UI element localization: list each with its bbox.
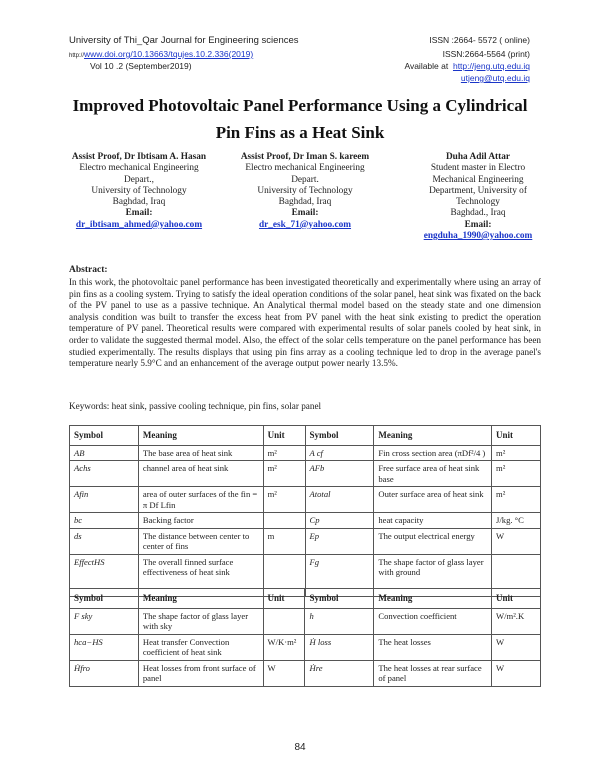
column-header: Symbol bbox=[70, 426, 139, 446]
table-header-row bbox=[70, 589, 541, 609]
table-cell: m bbox=[263, 528, 305, 554]
author-email-link[interactable]: dr_ibtisam_ahmed@yahoo.com bbox=[75, 219, 203, 230]
author-affiliation: Baghdad, Iraq bbox=[112, 197, 166, 208]
author-1 bbox=[69, 152, 209, 231]
table-cell: The heat losses at rear surface of panel bbox=[374, 660, 492, 686]
table-cell: W/m².K bbox=[492, 608, 541, 634]
page-number: 84 bbox=[294, 742, 306, 753]
table-cell: Heat transfer Convection coefficient of heat sink bbox=[138, 634, 263, 660]
column-header: Symbol bbox=[305, 426, 374, 446]
table-cell: Ep bbox=[305, 528, 374, 554]
table-cell: W bbox=[492, 660, 541, 686]
issn-online: ISSN :2664- 5572 ( online) bbox=[429, 35, 530, 45]
abstract-heading: Abstract: bbox=[69, 265, 108, 275]
author-affiliation: Baghdad, Iraq bbox=[278, 197, 332, 208]
column-header: Meaning bbox=[138, 426, 263, 446]
table-cell: The overall finned surface effectiveness of heat sink bbox=[138, 554, 263, 596]
author-name: Assist Proof, Dr Ibtisam A. Hasan bbox=[71, 152, 207, 162]
author-affiliation: Electro mechanical Engineering Depart. bbox=[245, 163, 365, 185]
table-cell: The output electrical energy bbox=[374, 528, 492, 554]
email-label: Email: bbox=[464, 219, 492, 230]
table-cell: Outer surface area of heat sink bbox=[374, 487, 492, 513]
table-cell: The shape factor of glass layer with ground bbox=[374, 554, 492, 596]
author-2 bbox=[240, 152, 370, 231]
table-cell bbox=[263, 513, 305, 529]
table-cell: ds bbox=[70, 528, 139, 554]
table-cell: Ḣre bbox=[305, 660, 374, 686]
table-cell: EffectHS bbox=[70, 554, 139, 596]
author-affiliation: University of Technology bbox=[91, 185, 187, 196]
column-header: Unit bbox=[263, 426, 305, 446]
column-header: Unit bbox=[492, 589, 541, 609]
table-cell: The heat losses bbox=[374, 634, 492, 660]
table-cell: AB bbox=[70, 445, 139, 461]
column-header: Unit bbox=[492, 426, 541, 446]
table-row bbox=[70, 528, 541, 554]
table-row bbox=[70, 660, 541, 686]
journal-email-link[interactable]: utjeng@utq.edu.iq bbox=[460, 73, 530, 83]
column-header: Meaning bbox=[138, 589, 263, 609]
table-cell: m² bbox=[492, 487, 541, 513]
table-cell: Fin cross section area (πDf²/4 ) bbox=[374, 445, 492, 461]
table-cell bbox=[263, 608, 305, 634]
abstract-text: In this work, the photovoltaic panel performance has been investigated theoretically and experimentally where using an array of pin fins as a cooling system. Trying to satisfy the ideal operation conditions of the solar panel, heat sink was fixated on the back of the PV panel to use as a passive technique. An Analytical thermal model based on the steady state and one dimension analysis condition was built to transfer the excess heat from PV panel with the heat sink existing to predict the operation temperature of PV panel. Theoretical results were compared with experimental results of solar panels cooled by heat sink, in order to validate the suggested thermal model. Also, the effect of the solar cells temperature on the panel performance has been studied experimentally. The results displays that using pin fins array as a cooling technique led to drop in the average panel's temperature nearly 5.9°C and an enhancement of the average output power nearly 13.5%. bbox=[69, 277, 541, 369]
table-cell: Free surface area of heat sink base bbox=[374, 461, 492, 487]
table-row bbox=[70, 487, 541, 513]
table-cell: AFb bbox=[305, 461, 374, 487]
doi-prefix: http:// bbox=[69, 53, 85, 59]
column-header: Symbol bbox=[305, 589, 374, 609]
author-affiliation: Student master in Electro Mechanical Engineering Department, University of Technology bbox=[429, 163, 527, 208]
author-affiliation: University of Technology bbox=[257, 185, 353, 196]
email-label: Email: bbox=[291, 208, 319, 219]
table-cell: Backing factor bbox=[138, 513, 263, 529]
table-cell: W bbox=[263, 660, 305, 686]
table-cell: Fg bbox=[305, 554, 374, 596]
journal-name: University of Thi_Qar Journal for Engineering sciences bbox=[69, 35, 299, 46]
table-cell: area of outer surfaces of the fin = π Df Lfin bbox=[138, 487, 263, 513]
table-cell: Cp bbox=[305, 513, 374, 529]
table-row bbox=[70, 513, 541, 529]
table-cell: W bbox=[492, 634, 541, 660]
author-affiliation: Electro mechanical Engineering Depart., bbox=[79, 163, 199, 185]
author-affiliation: Baghdad., Iraq bbox=[450, 208, 506, 219]
table-cell: heat capacity bbox=[374, 513, 492, 529]
nomenclature-table-1 bbox=[69, 425, 541, 597]
author-email-link[interactable]: engduha_1990@yahoo.com bbox=[423, 231, 533, 242]
table-row bbox=[70, 445, 541, 461]
table-cell: h bbox=[305, 608, 374, 634]
table-cell: Atotal bbox=[305, 487, 374, 513]
available-label: Available at bbox=[404, 61, 449, 71]
table-cell: F sky bbox=[70, 608, 139, 634]
journal-url-link[interactable]: http://jeng.utq.edu.iq bbox=[452, 61, 530, 71]
table-cell: The base area of heat sink bbox=[138, 445, 263, 461]
issn-print: ISSN:2664-5564 (print) bbox=[442, 49, 530, 59]
paper-title: Improved Photovoltaic Panel Performance Using a Cylindrical Pin Fins as a Heat Sink bbox=[72, 96, 528, 142]
table-cell: W bbox=[492, 528, 541, 554]
table-cell: A cf bbox=[305, 445, 374, 461]
author-name: Duha Adil Attar bbox=[445, 152, 511, 162]
keywords: Keywords: heat sink, passive cooling technique, pin fins, solar panel bbox=[69, 401, 322, 411]
table-cell: The shape factor of glass layer with sky bbox=[138, 608, 263, 634]
table-cell: m² bbox=[263, 461, 305, 487]
table-row bbox=[70, 608, 541, 634]
table-cell: m² bbox=[492, 445, 541, 461]
table-cell: m² bbox=[263, 487, 305, 513]
table-cell: m² bbox=[263, 445, 305, 461]
volume: Vol 10 .2 (September2019) bbox=[90, 61, 192, 71]
table-cell: The distance between center to center of fins bbox=[138, 528, 263, 554]
nomenclature-table-2 bbox=[69, 588, 541, 687]
doi-link[interactable]: www.doi.org/10.13663/tqujes.10.2.336(2019) bbox=[84, 49, 254, 59]
author-3 bbox=[416, 152, 540, 242]
table-cell: Ḣfro bbox=[70, 660, 139, 686]
table-cell: hca−HS bbox=[70, 634, 139, 660]
table-row bbox=[70, 461, 541, 487]
column-header: Meaning bbox=[374, 589, 492, 609]
table-cell: W/K·m² bbox=[263, 634, 305, 660]
table-cell: Afin bbox=[70, 487, 139, 513]
table-cell: bc bbox=[70, 513, 139, 529]
column-header: Meaning bbox=[374, 426, 492, 446]
email-label: Email: bbox=[125, 208, 153, 219]
table-header-row bbox=[70, 426, 541, 446]
table-cell: Convection coefficient bbox=[374, 608, 492, 634]
column-header: Unit bbox=[263, 589, 305, 609]
table-cell: channel area of heat sink bbox=[138, 461, 263, 487]
table-cell: Ḣ loss bbox=[305, 634, 374, 660]
table-cell: m² bbox=[492, 461, 541, 487]
table-cell: Heat losses from front surface of panel bbox=[138, 660, 263, 686]
table-cell: J/kg. °C bbox=[492, 513, 541, 529]
author-email-link[interactable]: dr_esk_71@yahoo.com bbox=[258, 219, 352, 230]
table-cell: Achs bbox=[70, 461, 139, 487]
table-row bbox=[70, 634, 541, 660]
column-header: Symbol bbox=[70, 589, 139, 609]
author-name: Assist Proof, Dr Iman S. kareem bbox=[240, 152, 370, 162]
